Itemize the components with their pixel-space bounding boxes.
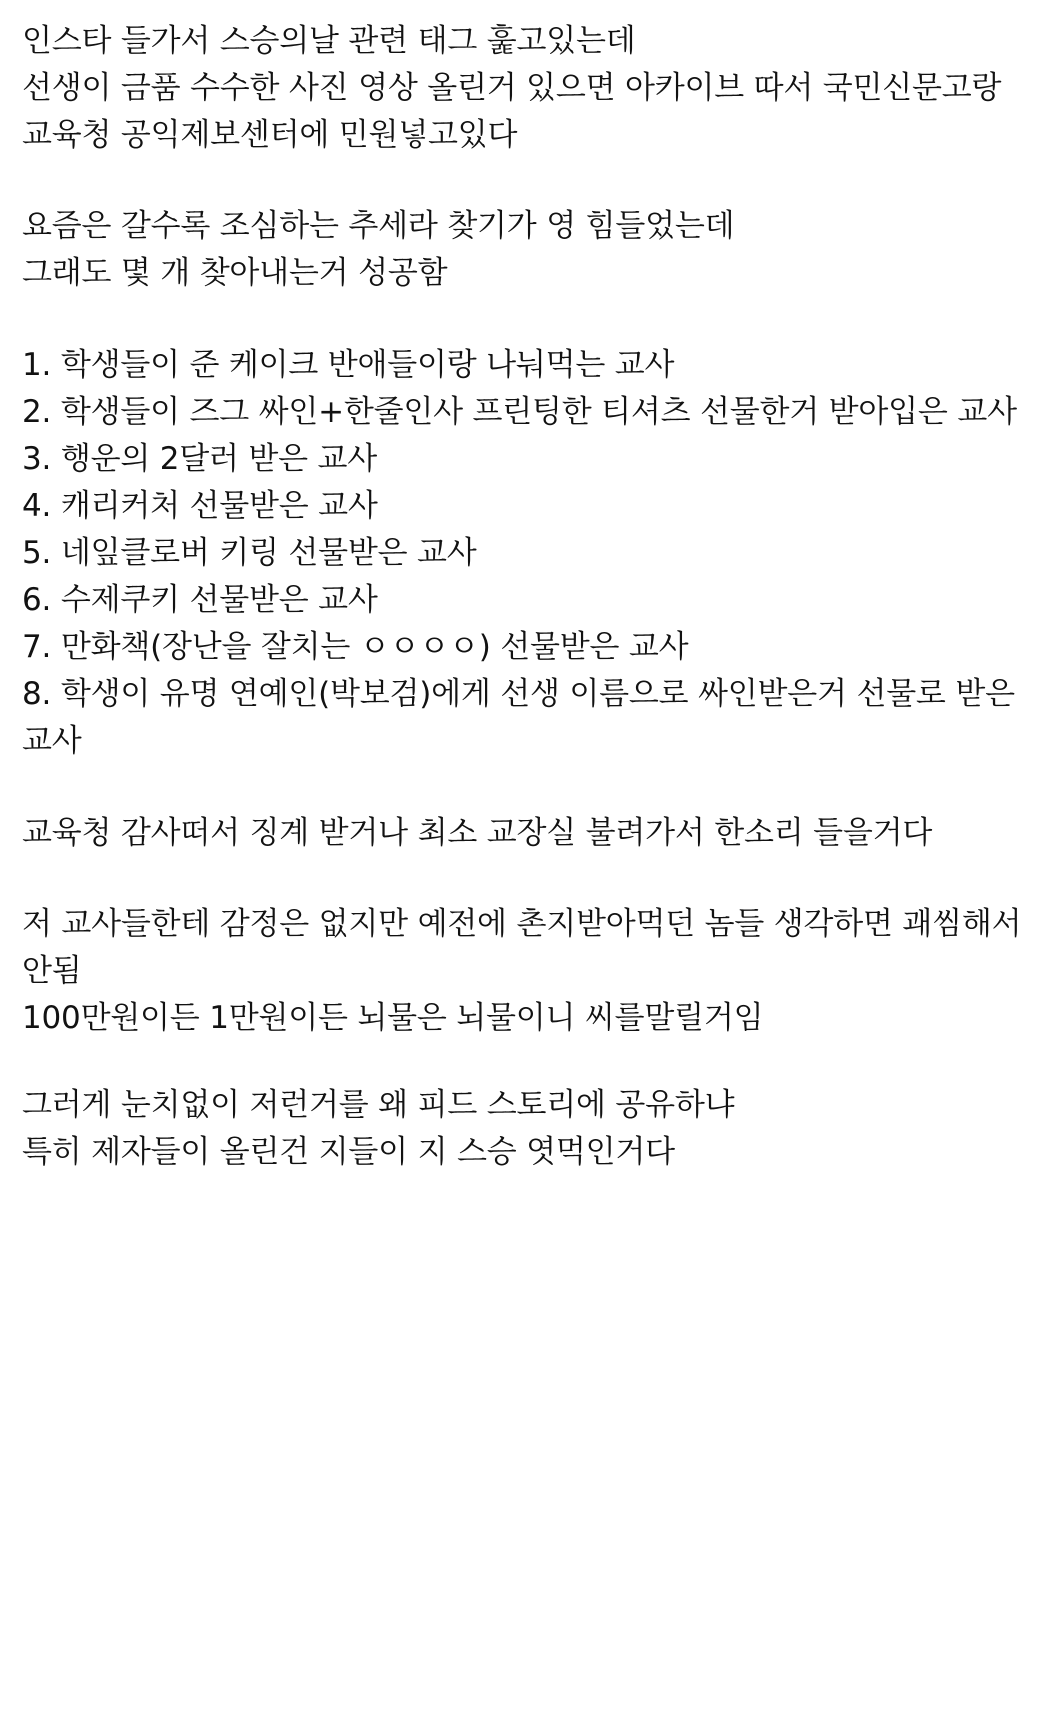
text-line: 그래도 몇 개 찾아내는거 성공함 bbox=[22, 255, 448, 292]
paragraph-consequence bbox=[22, 810, 1027, 857]
paragraph-trend bbox=[22, 203, 1027, 297]
list-item: 6. 수제쿠키 선물받은 교사 bbox=[22, 582, 378, 619]
paragraph-gap bbox=[22, 298, 1027, 342]
list-item: 8. 학생이 유명 연예인(박보검)에게 선생 이름으로 싸인받은거 선물로 받은 교사 bbox=[22, 676, 1025, 760]
list-item: 1. 학생들이 준 케이크 반애들이랑 나눠먹는 교사 bbox=[22, 346, 675, 383]
list-item: 7. 만화책(장난을 잘치는 ㅇㅇㅇㅇ) 선물받은 교사 bbox=[22, 629, 689, 666]
list-item: 2. 학생들이 즈그 싸인+한줄인사 프린팅한 티셔츠 선물한거 받아입은 교사 bbox=[22, 393, 1017, 430]
text-line: 특히 제자들이 올린건 지들이 지 스승 엿먹인거다 bbox=[22, 1134, 675, 1171]
list-item: 4. 캐리커처 선물받은 교사 bbox=[22, 487, 378, 524]
text-line: 100만원이든 1만원이든 뇌물은 뇌물이니 씨를말릴거임 bbox=[22, 999, 764, 1036]
text-line: 선생이 금품 수수한 사진 영상 올린거 있으면 아카이브 따서 국민신문고랑 교육청 공익제보센터에 민원넣고있다 bbox=[22, 70, 1011, 154]
paragraph-opinion bbox=[22, 901, 1032, 1042]
paragraph-gap bbox=[22, 857, 1027, 901]
list-item: 5. 네잎클로버 키링 선물받은 교사 bbox=[22, 534, 477, 571]
text-line: 인스타 들가서 스승의날 관련 태그 훑고있는데 bbox=[22, 23, 636, 59]
paragraph-gap bbox=[22, 1042, 1027, 1082]
text-line: 그러게 눈치없이 저런거를 왜 피드 스토리에 공유하냐 bbox=[22, 1086, 735, 1123]
paragraph-closing bbox=[22, 1082, 1027, 1176]
list-item: 3. 행운의 2달러 받은 교사 bbox=[22, 440, 378, 477]
text-line: 요즘은 갈수록 조심하는 추세라 찾기가 영 힘들었는데 bbox=[22, 208, 735, 245]
text-line: 저 교사들한테 감정은 없지만 예전에 촌지받아먹던 놈들 생각하면 괘씸해서 안됨 bbox=[22, 905, 1032, 989]
paragraph-gap bbox=[22, 159, 1027, 203]
numbered-case-list bbox=[22, 342, 1027, 766]
paragraph-gap bbox=[22, 766, 1027, 810]
paragraph-intro bbox=[22, 18, 1027, 159]
text-line: 교육청 감사떠서 징계 받거나 최소 교장실 불려가서 한소리 들을거다 bbox=[22, 814, 933, 851]
